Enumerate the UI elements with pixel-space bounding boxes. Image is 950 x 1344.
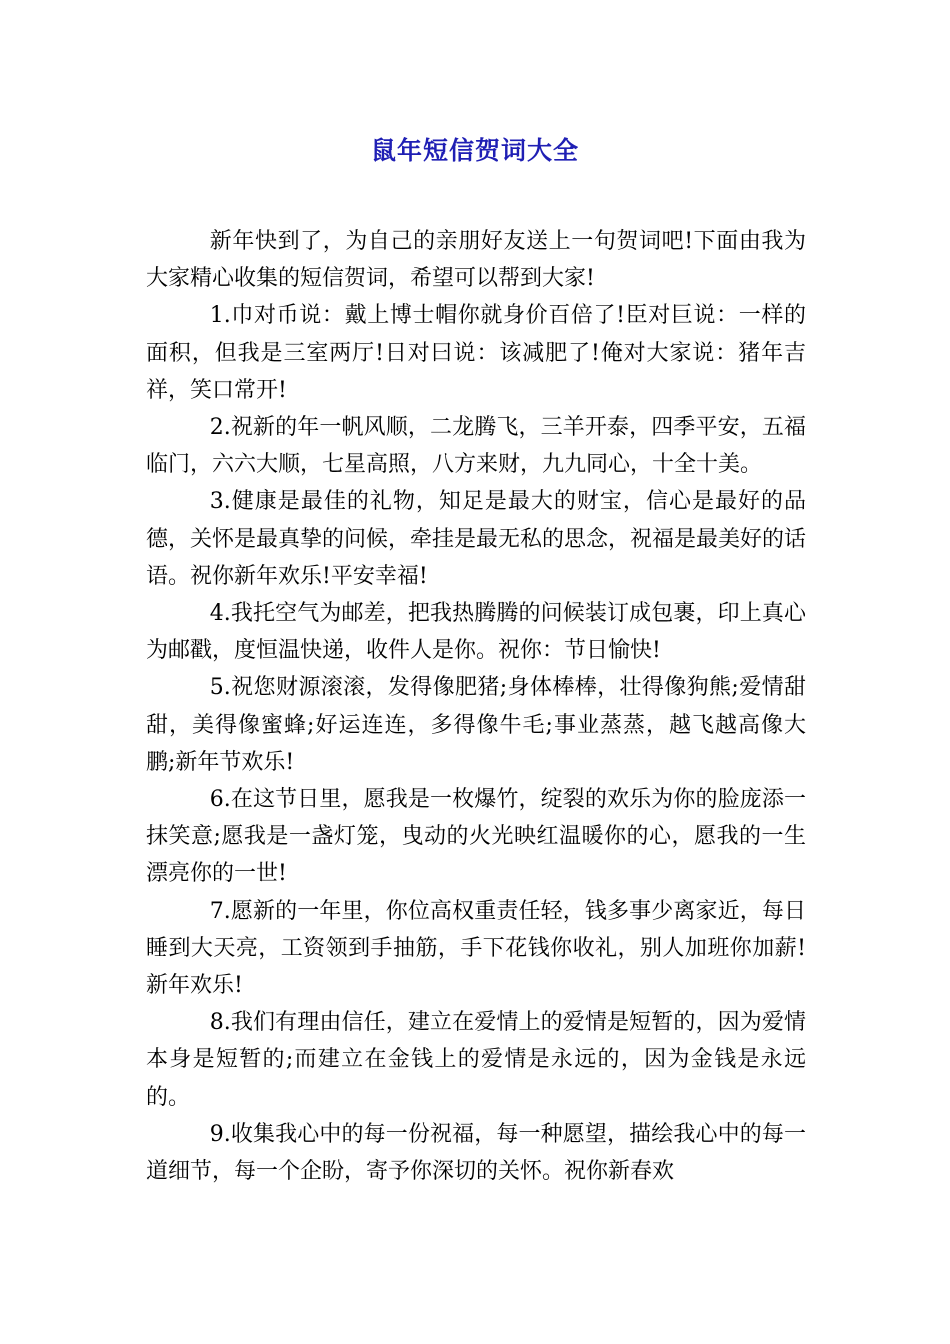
document-body	[146, 223, 806, 1190]
intro-paragraph: 新年快到了，为自己的亲朋好友送上一句贺词吧!下面由我为大家精心收集的短信贺词，希望可以帮到大家!	[146, 229, 806, 292]
document-title: 鼠年短信贺词大全	[370, 136, 579, 165]
greeting-item-5: 5.祝您财源滚滚，发得像肥猪;身体棒棒，壮得像狗熊;爱情甜甜，美得像蜜蜂;好运连连，多得像牛毛;事业蒸蒸，越飞越高像大鹏;新年节欢乐!	[146, 675, 806, 775]
greeting-item-7: 7.愿新的一年里，你位高权重责任轻，钱多事少离家近，每日睡到大天亮，工资领到手抽筋，手下花钱你收礼，别人加班你加薪!新年欢乐!	[146, 898, 806, 999]
greeting-item-8: 8.我们有理由信任，建立在爱情上的爱情是短暂的，因为爱情本身是短暂的;而建立在金钱上的爱情是永远的，因为金钱是永远的。	[146, 1010, 806, 1110]
greeting-item-3: 3.健康是最佳的礼物，知足是最大的财宝，信心是最好的品德，关怀是最真挚的问候，牵挂是最无私的思念，祝福是最美好的话语。祝你新年欢乐!平安幸福!	[146, 489, 807, 589]
greeting-item-1: 1.巾对币说：戴上博士帽你就身价百倍了!臣对巨说：一样的面积，但我是三室两厅!日对曰说：该减肥了!俺对大家说：猪年吉祥，笑口常开!	[146, 303, 806, 403]
greeting-item-6: 6.在这节日里，愿我是一枚爆竹，绽裂的欢乐为你的脸庞添一抹笑意;愿我是一盏灯笼，曳动的火光映红温暖你的心，愿我的一生漂亮你的一世!	[146, 787, 806, 887]
greeting-item-4: 4.我托空气为邮差，把我热腾腾的问候装订成包裹，印上真心为邮戳，度恒温快递，收件人是你。祝你：节日愉快!	[146, 601, 806, 664]
greeting-item-9: 9.收集我心中的每一份祝福，每一种愿望，描绘我心中的每一道细节，每一个企盼，寄予你深切的关怀。祝你新春欢	[146, 1121, 806, 1185]
greeting-item-2: 2.祝新的年一帆风顺，二龙腾飞，三羊开泰，四季平安，五福临门，六六大顺，七星高照，八方来财，九九同心，十全十美。	[146, 415, 806, 478]
